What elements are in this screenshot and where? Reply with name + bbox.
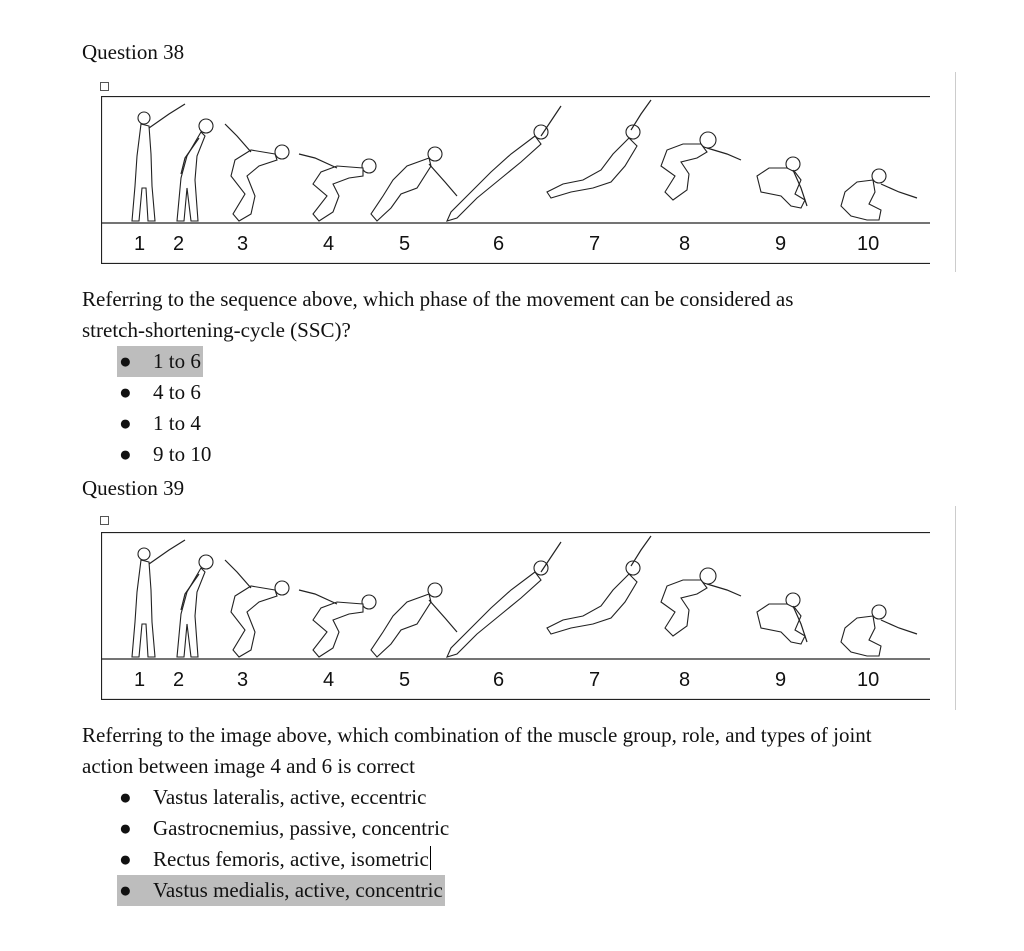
phase-label-3: 3 <box>237 669 249 691</box>
question-39-options <box>117 782 451 906</box>
option-label: 1 to 6 <box>153 349 201 373</box>
phase-7-figure <box>547 100 651 198</box>
option-highlight <box>117 844 433 875</box>
phase-label-9: 9 <box>775 233 787 255</box>
option-label: Gastrocnemius, passive, concentric <box>153 816 450 840</box>
option-1-to-4[interactable] <box>117 408 213 439</box>
jump-sequence-figure[interactable] <box>101 532 930 700</box>
phase-label-10: 10 <box>857 669 880 691</box>
phase-label-5: 5 <box>399 233 411 255</box>
question-39-text-line-1: Referring to the image above, which combination of the muscle group, role, and types of joint <box>82 723 872 747</box>
phase-6-figure <box>447 542 561 657</box>
option-4-to-6[interactable] <box>117 377 213 408</box>
phase-4-figure <box>299 154 376 221</box>
option-label: Vastus medialis, active, concentric <box>153 878 443 902</box>
phase-label-10: 10 <box>857 233 880 255</box>
phase-label-1: 1 <box>134 233 146 255</box>
phase-3-figure <box>225 560 289 657</box>
option-highlight <box>117 346 203 377</box>
phase-label-2: 2 <box>173 233 185 255</box>
page-margin-rule <box>955 72 956 272</box>
phase-2-figure <box>177 555 213 657</box>
phase-6-figure <box>447 106 561 221</box>
phase-label-9: 9 <box>775 669 787 691</box>
phase-2-figure <box>177 119 213 221</box>
image-placeholder-icon[interactable] <box>100 82 109 91</box>
bullet-icon: ● <box>119 785 132 809</box>
question-38-options <box>117 346 213 470</box>
phase-label-2: 2 <box>173 669 185 691</box>
page-margin-rule <box>955 506 956 710</box>
phase-label-7: 7 <box>589 233 601 255</box>
option-highlight <box>117 439 213 470</box>
jump-sequence-svg <box>101 532 930 700</box>
phase-label-7: 7 <box>589 669 601 691</box>
question-38-text-line-1: Referring to the sequence above, which phase of the movement can be considered as <box>82 287 794 311</box>
option-label: Vastus lateralis, active, eccentric <box>153 785 427 809</box>
phase-1-figure <box>132 104 185 221</box>
phase-label-6: 6 <box>493 233 505 255</box>
phase-5-figure <box>371 147 457 221</box>
text-cursor <box>430 846 432 870</box>
question-39-text-line-2: action between image 4 and 6 is correct <box>82 754 415 778</box>
option-highlight <box>117 875 445 906</box>
option-highlight <box>117 782 428 813</box>
phase-8-figure <box>661 568 741 636</box>
phase-9-figure <box>757 157 807 208</box>
option-label: 4 to 6 <box>153 380 201 404</box>
bullet-icon: ● <box>119 380 132 404</box>
phase-label-4: 4 <box>323 233 335 255</box>
bullet-icon: ● <box>119 878 132 902</box>
option-highlight <box>117 408 203 439</box>
question-39-title: Question 39 <box>82 476 185 500</box>
option-highlight <box>117 813 451 844</box>
bullet-icon: ● <box>119 349 132 373</box>
bullet-icon: ● <box>119 847 132 871</box>
phase-8-figure <box>661 132 741 200</box>
phase-label-6: 6 <box>493 669 505 691</box>
bullet-icon: ● <box>119 411 132 435</box>
question-39-text <box>82 720 872 782</box>
question-38-title: Question 38 <box>82 40 185 64</box>
jump-sequence-svg <box>101 96 930 264</box>
phase-5-figure <box>371 583 457 657</box>
phase-10-figure <box>841 169 917 220</box>
phase-label-1: 1 <box>134 669 146 691</box>
question-38-text <box>82 284 793 346</box>
option-vastus-medialis[interactable] <box>117 875 451 906</box>
phase-4-figure <box>299 590 376 657</box>
phase-label-5: 5 <box>399 669 411 691</box>
image-placeholder-icon[interactable] <box>100 516 109 525</box>
option-label: 9 to 10 <box>153 442 212 466</box>
phase-label-4: 4 <box>323 669 335 691</box>
phase-9-figure <box>757 593 807 644</box>
phase-7-figure <box>547 536 651 634</box>
phase-3-figure <box>225 124 289 221</box>
option-1-to-6[interactable] <box>117 346 213 377</box>
option-9-to-10[interactable] <box>117 439 213 470</box>
question-38-text-line-2: stretch-shortening-cycle (SSC)? <box>82 318 351 342</box>
phase-label-8: 8 <box>679 233 691 255</box>
phase-label-8: 8 <box>679 669 691 691</box>
bullet-icon: ● <box>119 442 132 466</box>
phase-1-figure <box>132 540 185 657</box>
jump-sequence-figure[interactable] <box>101 96 930 264</box>
phase-10-figure <box>841 605 917 656</box>
option-label: 1 to 4 <box>153 411 201 435</box>
option-gastrocnemius[interactable] <box>117 813 451 844</box>
option-rectus-femoris[interactable] <box>117 844 451 875</box>
option-vastus-lateralis[interactable] <box>117 782 451 813</box>
option-label: Rectus femoris, active, isometric <box>153 847 429 871</box>
phase-label-3: 3 <box>237 233 249 255</box>
bullet-icon: ● <box>119 816 132 840</box>
option-highlight <box>117 377 203 408</box>
